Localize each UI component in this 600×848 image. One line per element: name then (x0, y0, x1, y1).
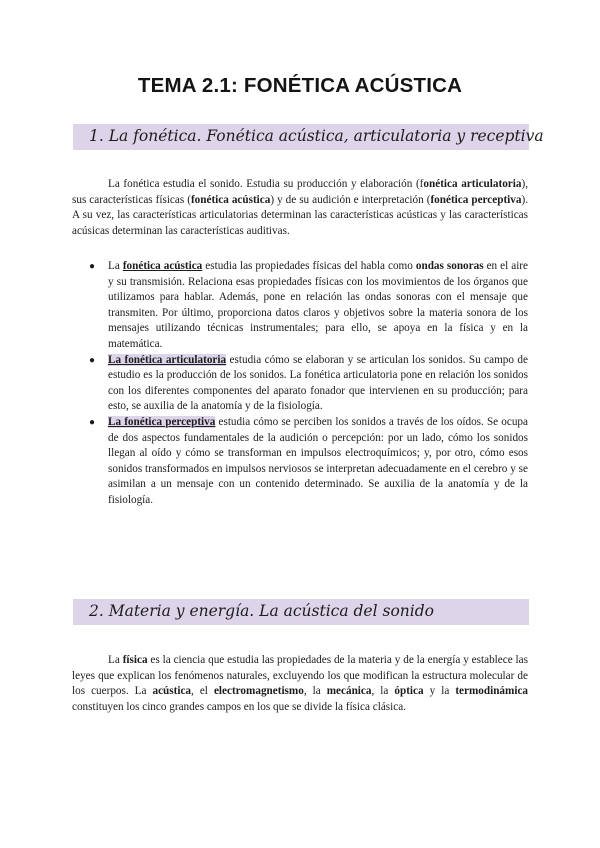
term-electromagnetismo: electromagnetismo (213, 685, 304, 698)
bullet-icon: ● (89, 416, 96, 428)
text-run: La fonética estudia el sonido. Estudia su producción y elaboración (f (108, 178, 424, 190)
list-item (89, 259, 528, 353)
list-item (89, 415, 528, 509)
bullet-icon: ● (89, 261, 96, 272)
section-heading-2 (73, 599, 529, 625)
text-run: ), sus características físicas ( (72, 178, 528, 206)
page-title: TEMA 2.1: FONÉTICA ACÚSTICA (137, 74, 463, 97)
term-fonetica-articulatoria: La fonética articulatoria (108, 353, 227, 366)
text-run: estudia cómo se elaboran y se articulan los sonidos. Su campo de estudio es la producción de los sonidos. La fonética articulatoria pone en relación los sonidos con los diferentes componentes del aparato fonador que intervienen en su producción; para esto, se auxilia de la anatomía y de la fisiología. (108, 353, 528, 413)
section-heading-1-text: 1. La fonética. Fonética acústica, articulatoria y receptiva (89, 127, 544, 145)
term-fisica: física (122, 654, 148, 666)
term-optica: óptica (394, 685, 424, 698)
bullet-list (89, 259, 528, 509)
term-fonetica-perceptiva: La fonética perceptiva (108, 415, 216, 428)
term-fonetica-acustica: fonética acústica (190, 193, 271, 206)
text-run: La (108, 260, 123, 272)
text-run: en el aire y su transmisión. Relaciona esas propiedades físicas con los movimientos de los órganos que utilizamos para hablar. Además, pone en relación las ondas sonoras con el mensaje que transmiten. Por último, proporciona datos claros y objetivos sobre la materia sonora de los mensajes utilizando técnicas instrumentales; para ello, se apoya en la física y en la matemática. (108, 260, 528, 350)
list-item (89, 353, 528, 415)
text-run: , el (191, 685, 214, 698)
text-run: estudia las propiedades físicas del habla como (202, 260, 416, 272)
text-run: estudia cómo se perciben los sonidos a través de los oídos. Se ocupa de dos aspectos fundamentales de la audición o percepción: por un lado, cómo los sonidos llegan al oído y cómo se transforman en impulsos electroquímicos; y, por otro, cómo esos sonidos transformados en impulsos nerviosos se interpretan adecuadamente en el cerebro y se asimilan a un mensaje con un contenido determinado. Se auxilia de la anatomía y de la fisiología. (108, 415, 528, 506)
text-run: y la (423, 685, 456, 698)
term-mecanica: mecánica (326, 685, 372, 698)
term-fonetica-acustica: fonética acústica (122, 260, 203, 272)
text-run: es la ciencia que estudia las propiedades de la materia y de la energía y establece las leyes que explican los fenómenos naturales, excluyendo los que modifican la estructura molecular de los cuerpos. La (72, 654, 528, 698)
text-run: La (108, 654, 123, 666)
term-fonetica-articulatoria: onética articulatoria (423, 178, 522, 190)
term-fonetica-perceptiva: fonética perceptiva (430, 193, 522, 206)
physics-paragraph (72, 653, 528, 715)
intro-paragraph (72, 177, 528, 239)
section-heading-2-text: 2. Materia y energía. La acústica del sonido (89, 602, 434, 620)
term-ondas-sonoras: ondas sonoras (415, 260, 484, 272)
section-heading-1 (73, 124, 544, 150)
term-acustica: acústica (152, 685, 192, 698)
term-termodinamica: termodinámica (455, 685, 529, 698)
text-run: , la (371, 685, 395, 698)
bullet-icon: ● (89, 354, 96, 366)
text-run: , la (303, 685, 327, 698)
text-run: ). A su vez, las características articulatorias determinan las características acústicas y las características acúsicas determinan las características auditivas. (72, 193, 528, 237)
text-run: ) y de su audición e interpretación ( (270, 193, 431, 206)
text-run: constituyen los cinco grandes campos en los que se divide la física clásica. (72, 700, 406, 713)
